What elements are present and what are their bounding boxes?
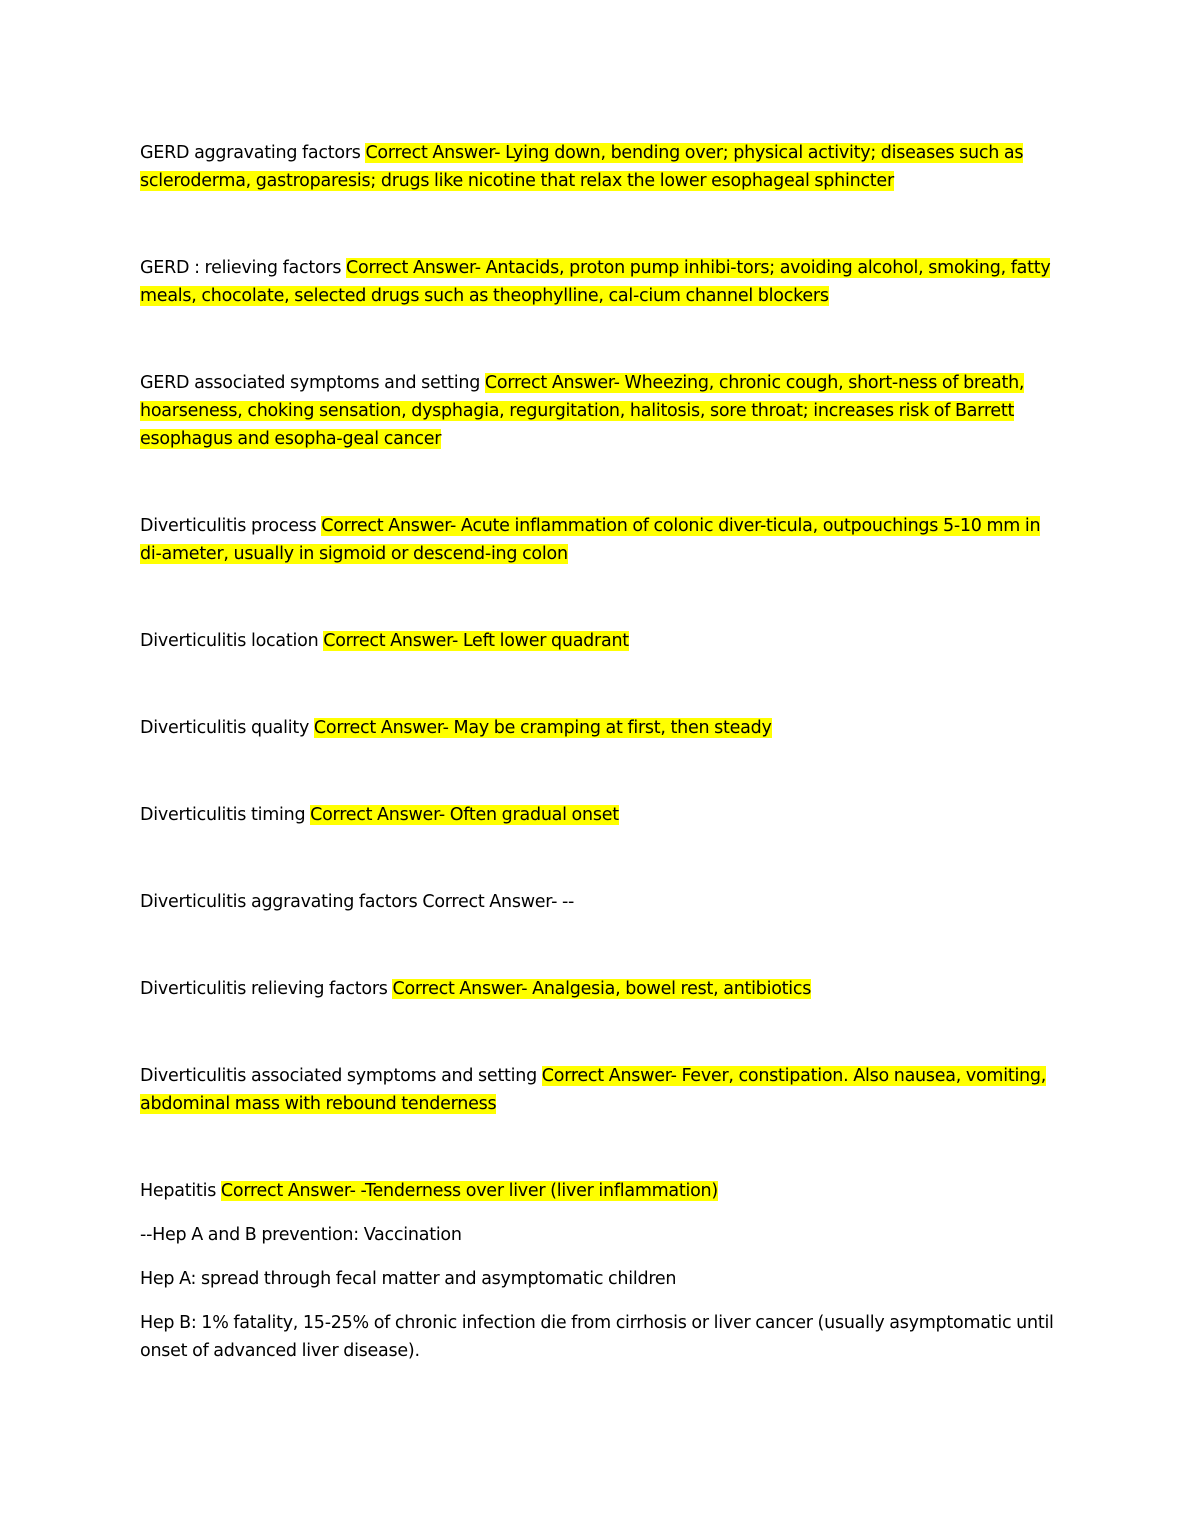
qa-term: Diverticulitis location (140, 631, 324, 651)
qa-entry (140, 888, 1055, 916)
qa-answer: Correct Answer- Acute inflammation of colonic diver-ticula, outpouchings 5-10 mm in di-ameter, usually in sigmoid or descend-ing colon (140, 516, 1041, 564)
qa-term: Diverticulitis aggravating factors Correct Answer- -- (140, 892, 575, 912)
qa-answer: Correct Answer- Often gradual onset (310, 805, 619, 825)
hepatitis-note: Hep B: 1% fatality, 15-25% of chronic infection die from cirrhosis or liver cancer (usually asymptomatic until onset of advanced liver disease). (140, 1313, 1054, 1361)
qa-entry (140, 512, 1055, 568)
qa-answer: Correct Answer- May be cramping at first, then steady (313, 718, 772, 738)
qa-term: Diverticulitis process (140, 516, 322, 536)
qa-entry (140, 627, 1055, 655)
qa-answer: Correct Answer- Antacids, proton pump inhibi-tors; avoiding alcohol, smoking, fatty meals, chocolate, selected drugs such as theophylline, cal-cium channel blockers (140, 258, 1051, 306)
qa-answer: Correct Answer- Lying down, bending over; physical activity; diseases such as scleroderma, gastroparesis; drugs like nicotine that relax the lower esophageal sphincter (140, 143, 1024, 191)
qa-entry (140, 139, 1055, 195)
qa-term: GERD aggravating factors (140, 143, 366, 163)
qa-entry (140, 1177, 1055, 1205)
qa-entry (140, 254, 1055, 310)
hepatitis-note: Hep A: spread through fecal matter and asymptomatic children (140, 1269, 677, 1289)
qa-term: GERD associated symptoms and setting (140, 373, 485, 393)
qa-entry (140, 714, 1055, 742)
document-page (140, 139, 1055, 1381)
qa-answer: Correct Answer- Wheezing, chronic cough, short-ness of breath, hoarseness, choking sensation, dysphagia, regurgitation, halitosis, sore throat; increases risk of Barrett esophagus and esopha-geal cancer (140, 373, 1025, 449)
hepatitis-note: --Hep A and B prevention: Vaccination (140, 1225, 462, 1245)
qa-term: Diverticulitis relieving factors (140, 979, 393, 999)
qa-answer: Correct Answer- Left lower quadrant (323, 631, 629, 651)
qa-term: Diverticulitis quality (140, 718, 314, 738)
qa-term: GERD : relieving factors (140, 258, 347, 278)
qa-answer: Correct Answer- Analgesia, bowel rest, antibiotics (392, 979, 812, 999)
qa-entry (140, 1062, 1055, 1118)
qa-term: Diverticulitis timing (140, 805, 311, 825)
qa-answer: Correct Answer- -Tenderness over liver (liver inflammation) (220, 1181, 718, 1201)
qa-term: Diverticulitis associated symptoms and setting (140, 1066, 542, 1086)
qa-entry (140, 801, 1055, 829)
qa-entry (140, 369, 1055, 453)
qa-answer: Correct Answer- Fever, constipation. Also nausea, vomiting, abdominal mass with rebound tenderness (140, 1066, 1047, 1114)
qa-entry (140, 975, 1055, 1003)
qa-term: Hepatitis (140, 1181, 221, 1201)
